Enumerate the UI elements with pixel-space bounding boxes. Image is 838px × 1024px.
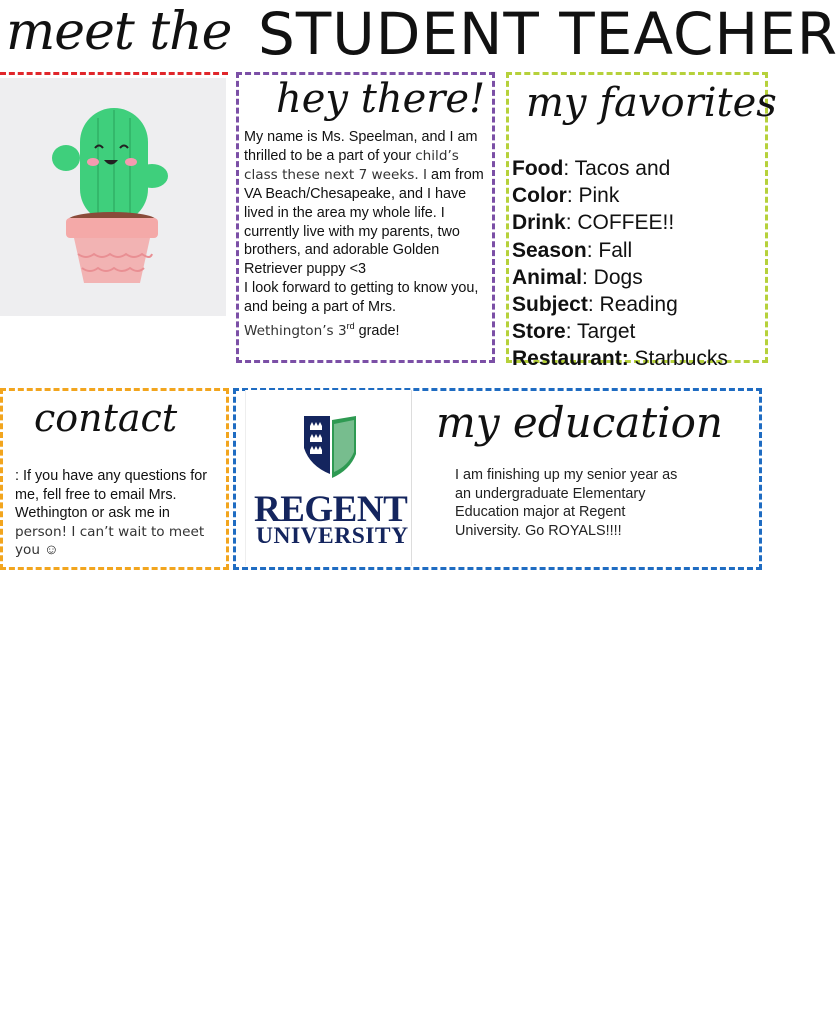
- favorite-item: Animal: Dogs: [512, 265, 643, 289]
- smiley-icon: ☺: [43, 542, 59, 559]
- contact-line-2: person! I can’t wait to meet you: [15, 523, 205, 559]
- intro-line-5-pre: Wethington’s 3: [244, 322, 347, 339]
- intro-text: [244, 128, 484, 341]
- intro-closing: [244, 279, 484, 341]
- header: [0, 0, 838, 72]
- education-heading: my education: [436, 398, 723, 447]
- intro-line-1: My name is Ms. Speelman, and I am thrilled to be a part of your: [244, 129, 478, 164]
- favorite-item: Store: Target: [512, 320, 636, 344]
- intro-line-4: I look forward to getting to know you, and being a part of Mrs.: [244, 280, 479, 316]
- intro-line-3: am from VA Beach/Chesapeake, and I have lived in the area my whole life. I currently live with my parents, two brothers, and adorable Golden Retriever puppy <3: [244, 166, 484, 278]
- favorite-item: Drink: COFFEE!!: [512, 211, 675, 235]
- favorite-item: Restaurant: Starbucks: [512, 347, 728, 371]
- intro-paragraph: [244, 128, 484, 279]
- intro-line-5-post: grade!: [354, 322, 400, 339]
- favorite-item: Food: Tacos and: [512, 157, 671, 180]
- favorites-list: [512, 155, 766, 373]
- intro-line-5-sup: rd: [346, 321, 355, 332]
- favorite-item: Color: Pink: [512, 184, 620, 208]
- cactus-illustration: [0, 78, 226, 316]
- contact-text: [15, 467, 221, 560]
- title-script-text: meet the: [6, 2, 232, 62]
- contact-line-1: : If you have any questions for me, fell free to email Mrs. Wethington or ask me in: [15, 468, 207, 522]
- intro-line-2: child’s class these next 7 weeks. I: [244, 147, 459, 183]
- logo-subtitle: UNIVERSITY: [256, 523, 409, 549]
- favorite-item: Subject: Reading: [512, 293, 678, 317]
- education-text: I am finishing up my senior year as an undergraduate Elementary Education major at Regent University. Go ROYALS!!!!: [455, 467, 678, 539]
- logo-name: REGENT: [254, 489, 408, 530]
- intro-heading: hey there!: [276, 76, 486, 122]
- shield-book-icon: [300, 414, 360, 482]
- favorites-heading: my favorites: [526, 80, 777, 126]
- title-print-text: STUDENT TEACHER: [258, 0, 838, 68]
- cactus-icon: [0, 78, 226, 316]
- contact-heading: contact: [34, 396, 178, 440]
- favorite-item: Season: Fall: [512, 238, 633, 262]
- photo-frame-border: [0, 72, 228, 76]
